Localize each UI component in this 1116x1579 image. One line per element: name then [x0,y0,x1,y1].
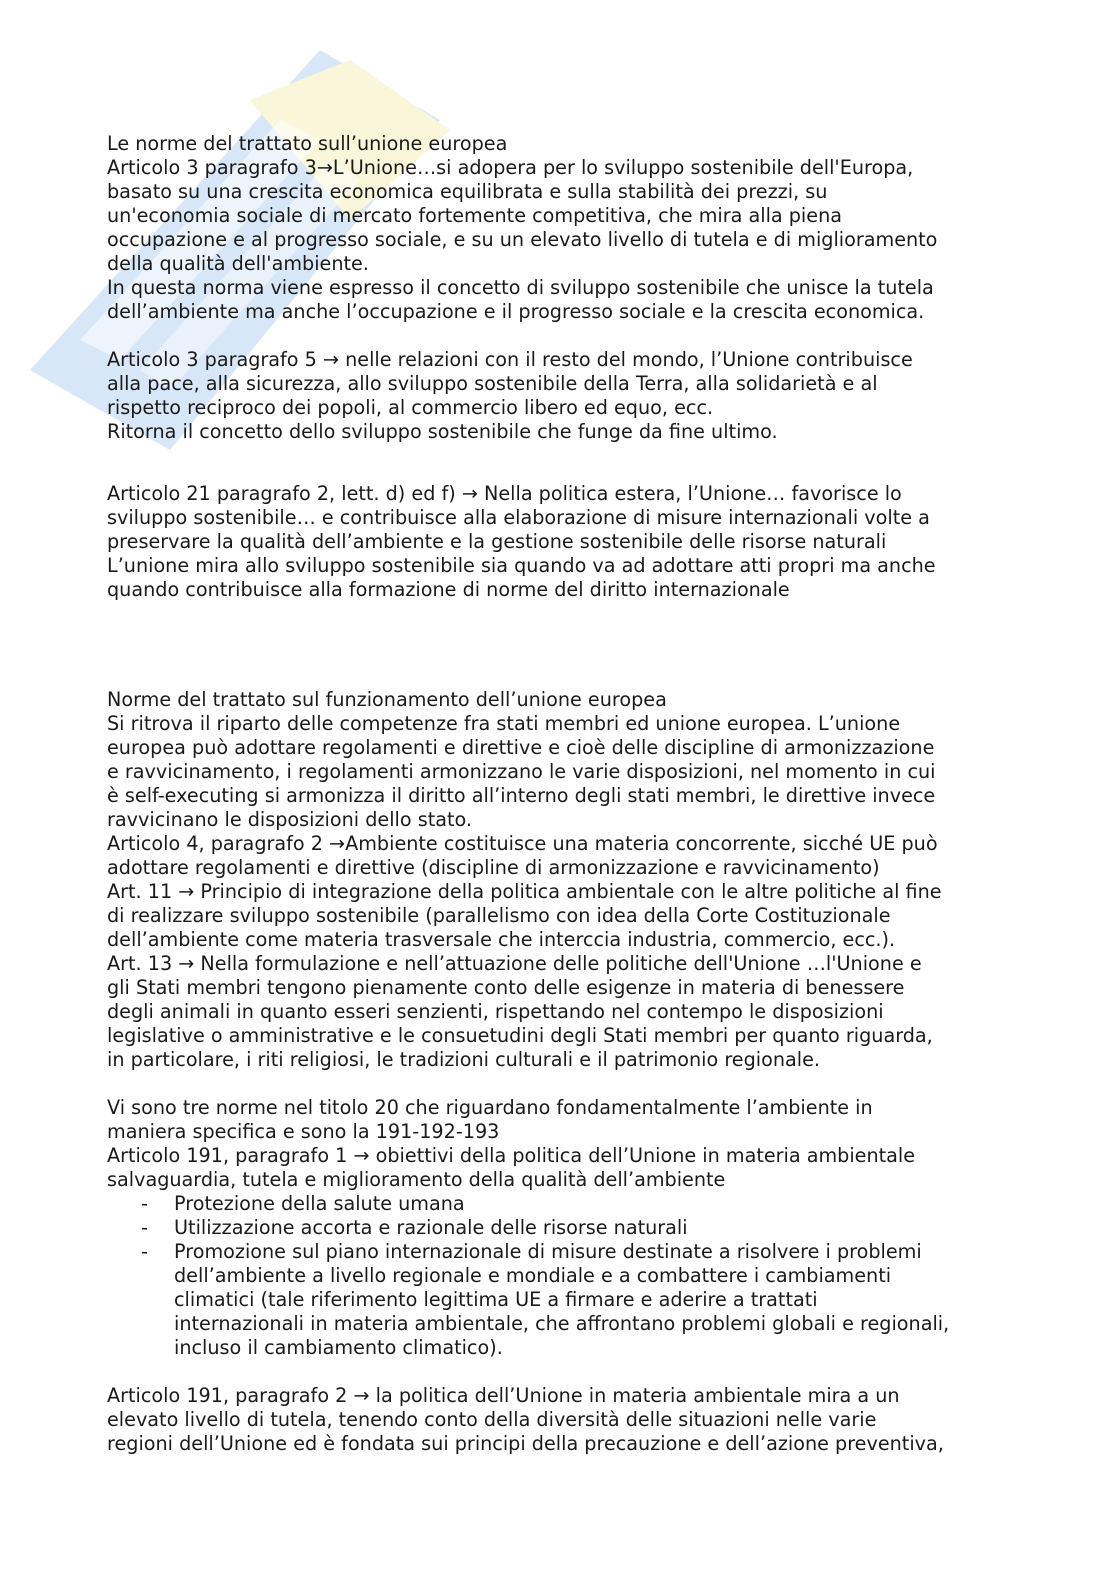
objectives-list [107,1192,1012,1360]
section-trattato-ue [107,132,1012,324]
paragraph: Articolo 191, paragrafo 1 → obiettivi della politica dell’Unione in materia ambientale salvaguardia, tutela e miglioramento della qualità dell’ambiente [107,1144,916,1191]
section-title: Le norme del trattato sull’unione europea [107,132,508,155]
section-trattato-funzionamento [107,688,1012,1072]
paragraph: In questa norma viene espresso il concetto di sviluppo sostenibile che unisce la tutela dell’ambiente ma anche l’occupazione e il progresso sociale e la crescita economica. [107,276,934,323]
list-item [107,1216,1012,1240]
paragraph: Art. 13 → Nella formulazione e nell’attuazione delle politiche dell'Unione …l'Unione e gli Stati membri tengono pienamente conto delle esigenze in materia di benessere degli animali in quanto esseri senzienti, rispettando nel contempo le disposizioni legislative o amministrative e le consuetudini degli Stati membri per quanto riguarda, in particolare, i riti religiosi, le tradizioni culturali e il patrimonio regionale. [107,952,933,1071]
paragraph: Articolo 4, paragrafo 2 →Ambiente costituisce una materia concorrente, sicché UE può adottare regolamenti e direttive (discipline di armonizzazione e ravvicinamento) [107,832,938,879]
paragraph: Articolo 191, paragrafo 2 → la politica dell’Unione in materia ambientale mira a un elevato livello di tutela, tenendo conto della diversità delle situazioni nelle varie regioni dell’Unione ed è fondata sui principi della precauzione e dell’azione preventiva, [107,1384,944,1455]
paragraph: Articolo 21 paragrafo 2, lett. d) ed f) → Nella politica estera, l’Unione… favorisce lo sviluppo sostenibile… e contribuisce alla elaborazione di misure internazionali volte a preservare la qualità dell’ambiente e la gestione sostenibile delle risorse naturali [107,482,930,553]
paragraph: Vi sono tre norme nel titolo 20 che riguardano fondamentalmente l’ambiente in maniera specifica e sono la 191-192-193 [107,1096,873,1143]
document-body [107,132,1012,1456]
bullet-dash: - [141,1192,148,1215]
list-item-text: Promozione sul piano internazionale di misure destinate a risolvere i problemi dell’ambiente a livello regionale e mondiale e a combattere i cambiamenti climatici (tale riferimento legittima UE a firmare e aderire a trattati internazionali in materia ambientale, che affrontano problemi globali e regionali, incluso il cambiamento climatico). [174,1240,950,1359]
paragraph: Articolo 3 paragrafo 5 → nelle relazioni con il resto del mondo, l’Unione contribuisce alla pace, alla sicurezza, allo sviluppo sostenibile della Terra, alla solidarietà e al rispetto reciproco dei popoli, al commercio libero ed equo, ecc. [107,348,913,419]
section-titolo-20 [107,1096,1012,1360]
section-art-191-par-2 [107,1384,1012,1456]
paragraph: Ritorna il concetto dello sviluppo sostenibile che funge da fine ultimo. [107,420,778,443]
list-item [107,1192,1012,1216]
list-item-text: Protezione della salute umana [174,1192,465,1215]
paragraph: L’unione mira allo sviluppo sostenibile sia quando va ad adottare atti propri ma anche quando contribuisce alla formazione di norme del diritto internazionale [107,554,936,601]
section-art-21 [107,482,1012,602]
list-item-text: Utilizzazione accorta e razionale delle risorse naturali [174,1216,688,1239]
paragraph: Art. 11 → Principio di integrazione della politica ambientale con le altre politiche al fine di realizzare sviluppo sostenibile (parallelismo con idea della Corte Costituzionale dell’ambiente come materia trasversale che interccia industria, commercio, ecc.). [107,880,942,951]
section-title: Norme del trattato sul funzionamento dell’unione europea [107,688,667,711]
bullet-dash: - [141,1240,148,1263]
paragraph: Articolo 3 paragrafo 3→L’Unione…si adopera per lo sviluppo sostenibile dell'Europa, basato su una crescita economica equilibrata e sulla stabilità dei prezzi, su un'economia sociale di mercato fortemente competitiva, che mira alla piena occupazione e al progresso sociale, e su un elevato livello di tutela e di miglioramento della qualità dell'ambiente. [107,156,938,275]
list-item [107,1240,1012,1360]
section-art-3-par-5 [107,348,1012,444]
paragraph: Si ritrova il riparto delle competenze fra stati membri ed unione europea. L’unione europea può adottare regolamenti e direttive e cioè delle discipline di armonizzazione e ravvicinamento, i regolamenti armonizzano le varie disposizioni, nel momento in cui è self-executing si armonizza il diritto all’interno degli stati membri, le direttive invece ravvicinano le disposizioni dello stato. [107,712,936,831]
bullet-dash: - [141,1216,148,1239]
